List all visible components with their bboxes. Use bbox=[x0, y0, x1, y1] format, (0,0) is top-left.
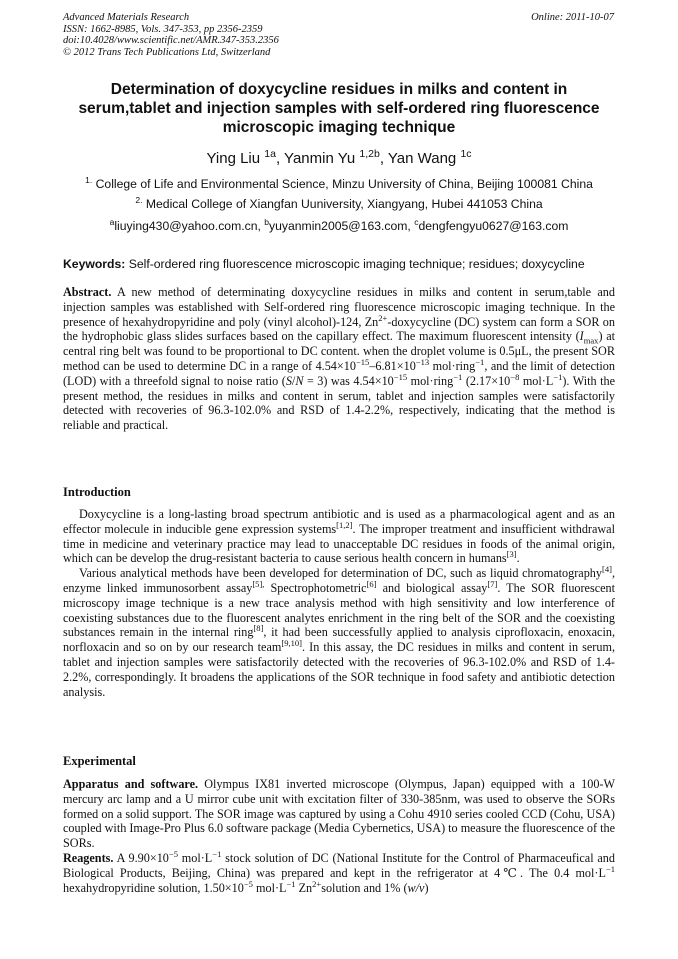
email-sup: a bbox=[109, 216, 115, 227]
intro-text: Various analytical methods have been developed for determination of DC, such as liquid chromatography bbox=[79, 566, 602, 581]
intro-text: . The improper treatment and insufficient withdrawal time in medicine and veterinary practice may lead to unacceptable DC residues in foods of the animal origin, which can be develop the drug-resistant bacteria to cause serious health concern in humans bbox=[63, 521, 615, 566]
italic-symbol: S bbox=[285, 373, 292, 388]
abstract-text: –6.81×10 bbox=[369, 358, 416, 373]
intro-text: , it had been successfully applied to analysis ciprofloxacin, enoxacin, norfloxacin and so on by our research team bbox=[63, 625, 615, 655]
citation: [1,2] bbox=[336, 519, 353, 530]
abstract-text: , and the limit of detection (LOD) with a threefold signal to noise ratio ( bbox=[63, 358, 615, 388]
introduction-body bbox=[63, 507, 615, 699]
experimental-heading: Experimental bbox=[63, 754, 136, 768]
reagents-text: mol·L bbox=[252, 880, 287, 895]
italic-symbol: N bbox=[295, 373, 304, 388]
issn-line: ISSN: 1662-8985, Vols. 347-353, pp 2356-2359 bbox=[63, 23, 263, 35]
sup: −15 bbox=[355, 356, 370, 367]
affiliation-2 bbox=[63, 194, 615, 211]
abstract-text: ) at central ring belt was found to be proportional to DC content. when the droplet volume is 0.5μL, the present SOR method can be used to determine DC in a range of 4.54×10 bbox=[63, 329, 615, 373]
journal-name: Advanced Materials Research bbox=[63, 12, 190, 23]
email-link[interactable]: liuying430@yahoo.com.cn bbox=[114, 219, 258, 233]
reagents-text: mol·L bbox=[177, 850, 213, 865]
sup: −5 bbox=[243, 878, 253, 889]
doi-line: doi:10.4028/www.scientific.net/AMR.347-353.2356 bbox=[63, 35, 279, 46]
abstract-text: -doxycycline (DC) system can form a SOR on the hydrophobic glass slides surfaces based on the capillary effect. The maximum fluorescent intensity ( bbox=[63, 314, 615, 344]
affiliation-text: College of Life and Environmental Science, Minzu University of China, Beijing 100081 China bbox=[95, 177, 593, 191]
abstract-text: A new method of determinating doxycycline residues in milks and content in serum,table and injection samples was established with Self-ordered ring fluorescence microscopic imaging technique. In the presence of hexahydropyridine and poly (vinyl alcohol)-124, Zn bbox=[63, 285, 615, 329]
abstract-label: Abstract. bbox=[63, 285, 112, 299]
affiliation-sup: 2. bbox=[135, 194, 143, 205]
copyright-line: © 2012 Trans Tech Publications Ltd, Switzerland bbox=[63, 46, 271, 58]
paper-title: Determination of doxycycline residues in milks and content in serum,tablet and injection samples with self-ordered ring fluorescence microscopic imaging technique bbox=[78, 81, 600, 136]
abstract-text: mol·ring bbox=[407, 373, 454, 388]
email-link[interactable]: dengfengyu0627@163.com bbox=[418, 219, 569, 233]
abstract-text: mol·L bbox=[519, 373, 554, 388]
abstract-text: (2.17×10 bbox=[462, 373, 511, 388]
italic-symbol: w/v bbox=[407, 880, 425, 895]
online-date: Online: 2011-10-07 bbox=[531, 12, 614, 23]
apparatus-paragraph bbox=[63, 777, 615, 851]
intro-text: . bbox=[516, 551, 520, 566]
introduction-heading: Introduction bbox=[63, 485, 131, 499]
sup: −5 bbox=[168, 848, 178, 859]
author-sup: 1c bbox=[460, 148, 472, 160]
affiliation-1 bbox=[63, 174, 615, 191]
author-sup: 1a bbox=[264, 148, 276, 160]
citation: [4] bbox=[602, 564, 612, 575]
apparatus-text: Olympus IX81 inverted microscope (Olympus, Japan) equipped with a 100-W mercury arc lamp and a U mirror cube unit with excitation filter of 330-385nm, was used to observe the SORs formed on a solid support. The SOR image was captured by using a Cohu 4910 series cooled CCD (Cohu, USA) coupled with Image-Pro Plus 6.0 software package (Media Cybernetics, USA) to measure the fluorescence of the SORs. bbox=[63, 777, 615, 851]
journal-header bbox=[63, 12, 279, 58]
citation: [7] bbox=[487, 578, 498, 589]
sup: −1 bbox=[286, 878, 296, 889]
reagents-text: ) bbox=[424, 880, 429, 895]
sup: −8 bbox=[510, 371, 520, 382]
citation: [8] bbox=[253, 623, 264, 634]
abstract bbox=[63, 285, 615, 433]
sup: −13 bbox=[415, 356, 430, 367]
author-name: Yanmin Yu bbox=[284, 150, 356, 167]
intro-text: Spectrophotometric bbox=[264, 580, 367, 595]
abstract-text: mol·ring bbox=[429, 358, 476, 373]
author-name: Ying Liu bbox=[206, 150, 261, 167]
intro-paragraph-2 bbox=[63, 566, 615, 699]
keywords bbox=[63, 257, 615, 271]
sup: 2+ bbox=[312, 878, 322, 889]
sup: −1 bbox=[453, 371, 463, 382]
email-sup: b bbox=[264, 216, 270, 227]
affiliation-text: Medical College of Xiangfan Uuniversity, Xiangyang, Hubei 441053 China bbox=[145, 197, 543, 211]
reagents-paragraph bbox=[63, 848, 615, 895]
sup: −1 bbox=[212, 848, 222, 859]
sup: −1 bbox=[553, 371, 563, 382]
sub: max bbox=[583, 335, 599, 346]
citation: [9,10] bbox=[281, 638, 302, 649]
author-name: Yan Wang bbox=[387, 150, 457, 167]
experimental-body bbox=[63, 777, 615, 895]
intro-text: Doxycycline is a long-lasting broad spectrum antibiotic and is used as a pharmacological agent and as an effector molecule in inducible gene expression systems bbox=[63, 507, 615, 536]
sup: −1 bbox=[605, 863, 615, 874]
intro-text: . The SOR fluorescent microscopy image technique is a new trace analysis method with high sensitivity and low interference of coexisting substances due to the fluorescent analytes enrichment in the ring belt of the SOR and the coexisting substances remain in the internal ring bbox=[63, 580, 616, 640]
italic-symbol: I bbox=[579, 329, 584, 344]
intro-text: and biological assay bbox=[376, 580, 488, 595]
citation: [5], bbox=[252, 578, 265, 589]
reagents-label: Reagents. bbox=[63, 850, 114, 865]
sup: 2+ bbox=[378, 312, 388, 323]
reagents-text: solution and 1% ( bbox=[321, 880, 408, 895]
abstract-text: / bbox=[291, 373, 296, 388]
reagents-text: A 9.90×10 bbox=[113, 850, 169, 865]
intro-paragraph-1 bbox=[63, 507, 615, 566]
citation: [6] bbox=[366, 578, 377, 589]
author-sup: 1,2b bbox=[359, 148, 380, 160]
abstract-text: ). With the present method, the residues in milks and content in serum, tablet and injection samples were satisfactorily detected with recoveries of 96.3-102.0% and RSD of 1.4-2.2%, respectively, indicating that the method is reliable and practical. bbox=[63, 373, 615, 433]
email-line: $^a$liuying430@yahoo.com.cn, $^b$yuyanmin2005@163.com, $^c$dengfengyu0627@163.com bbox=[109, 216, 569, 233]
reagents-text: hexahydropyridine solution, 1.50×10 bbox=[63, 880, 244, 895]
intro-text: . In this assay, the DC residues in milks and content in serum, tablet and injection samples were satisfactorily detected with the recoveries of 96.3-102.0% and RSD of 1.4-2.2%, correspondingly. It broadens the applications of the SOR technique in food safety and antibiotic detection analysis. bbox=[63, 640, 615, 699]
abstract-text: = 3) was 4.54×10 bbox=[303, 373, 394, 388]
email-link[interactable]: yuyanmin2005@163.com bbox=[269, 219, 408, 233]
citation: [3] bbox=[506, 549, 517, 560]
sup: −1 bbox=[475, 356, 485, 367]
sup: −15 bbox=[393, 371, 408, 382]
author-list: Ying Liu $^{1a}$, Yanmin Yu $^{1,2b}$, Yan Wang $^{1c}$ bbox=[206, 148, 472, 167]
keywords-text: Self-ordered ring fluorescence microscopic imaging technique; residues; doxycycline bbox=[128, 257, 585, 271]
reagents-text: stock solution of DC (National Institute for the Control of Pharmaceufical and Biological Products, Beijing, China) was prepared and kept in the refrigerator at 4℃. The 0.4 mol·L bbox=[63, 850, 615, 880]
affiliation-sup: 1. bbox=[85, 174, 93, 185]
reagents-text: Zn bbox=[295, 880, 313, 895]
keywords-label: Keywords: bbox=[63, 257, 126, 271]
email-sup: c bbox=[414, 216, 419, 227]
intro-text: , enzyme linked immunosorbent assay bbox=[63, 566, 615, 595]
apparatus-label: Apparatus and software. bbox=[63, 777, 199, 791]
